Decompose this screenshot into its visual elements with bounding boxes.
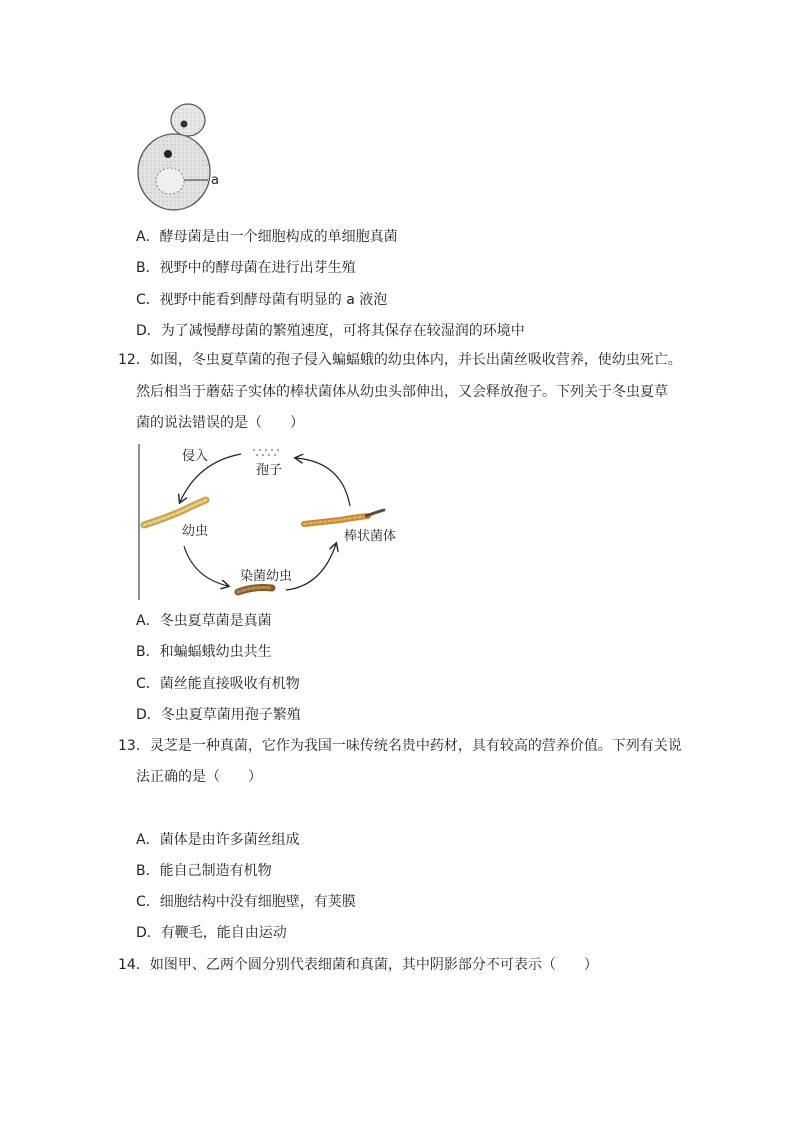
q13-option-d: D．有鞭毛，能自由运动 [136,925,287,941]
q11-option-a: A．酵母菌是由一个细胞构成的单细胞真菌 [136,229,398,245]
q13-option-a: A．菌体是由许多菌丝组成 [136,832,300,848]
q12-stem-line-3: 菌的说法错误的是（ ） [136,415,304,431]
label-stick-body: 棒状菌体 [344,529,397,544]
q14-stem-line-1: 14．如图甲、乙两个圆分别代表细菌和真菌，其中阴影部分不可表示（ ） [118,957,598,973]
q13-stem-line-2: 法正确的是（ ） [136,769,262,785]
label-spore: 孢子 [256,463,283,478]
q13-stem-line-1: 13．灵芝是一种真菌，它作为我国一味传统名贵中药材，具有较高的营养价值。下列有关说 [118,738,682,754]
q11-option-c: C．视野中能看到酵母菌有明显的 a 液泡 [136,292,388,308]
q12-option-d: D．冬虫夏草菌用孢子繁殖 [136,707,301,723]
label-infected-larva: 染菌幼虫 [240,569,293,584]
q12-option-a: A．冬虫夏草菌是真菌 [136,613,272,629]
label-invade: 侵入 [182,449,209,464]
cordyceps-cycle-figure [136,440,426,605]
q12-option-b: B．和蝙蝠蛾幼虫共生 [136,644,272,660]
vacuole-a [156,168,184,194]
label-a: a [211,173,219,188]
q13-option-b: B．能自己制造有机物 [136,863,272,879]
q11-option-d: D．为了减慢酵母菌的繁殖速度，可将其保存在较湿润的环境中 [136,323,525,339]
q12-stem-line-2: 然后相当于蘑菇子实体的棒状菌体从幼虫头部伸出，又会释放孢子。下列关于冬虫夏草 [136,384,668,400]
yeast-nucleus [164,150,172,158]
q13-option-c: C．细胞结构中没有细胞壁，有荚膜 [136,894,356,910]
q12-stem-line-1: 12．如图，冬虫夏草菌的孢子侵入蝙蝠蛾的幼虫体内，并长出菌丝吸收营养，使幼虫死亡。 [118,352,682,368]
spore-dots [253,449,279,456]
q12-option-c: C．菌丝能直接吸收有机物 [136,676,300,692]
q11-option-b: B．视野中的酵母菌在进行出芽生殖 [136,260,356,276]
yeast-cell-figure [130,96,240,216]
label-larva: 幼虫 [182,524,209,539]
